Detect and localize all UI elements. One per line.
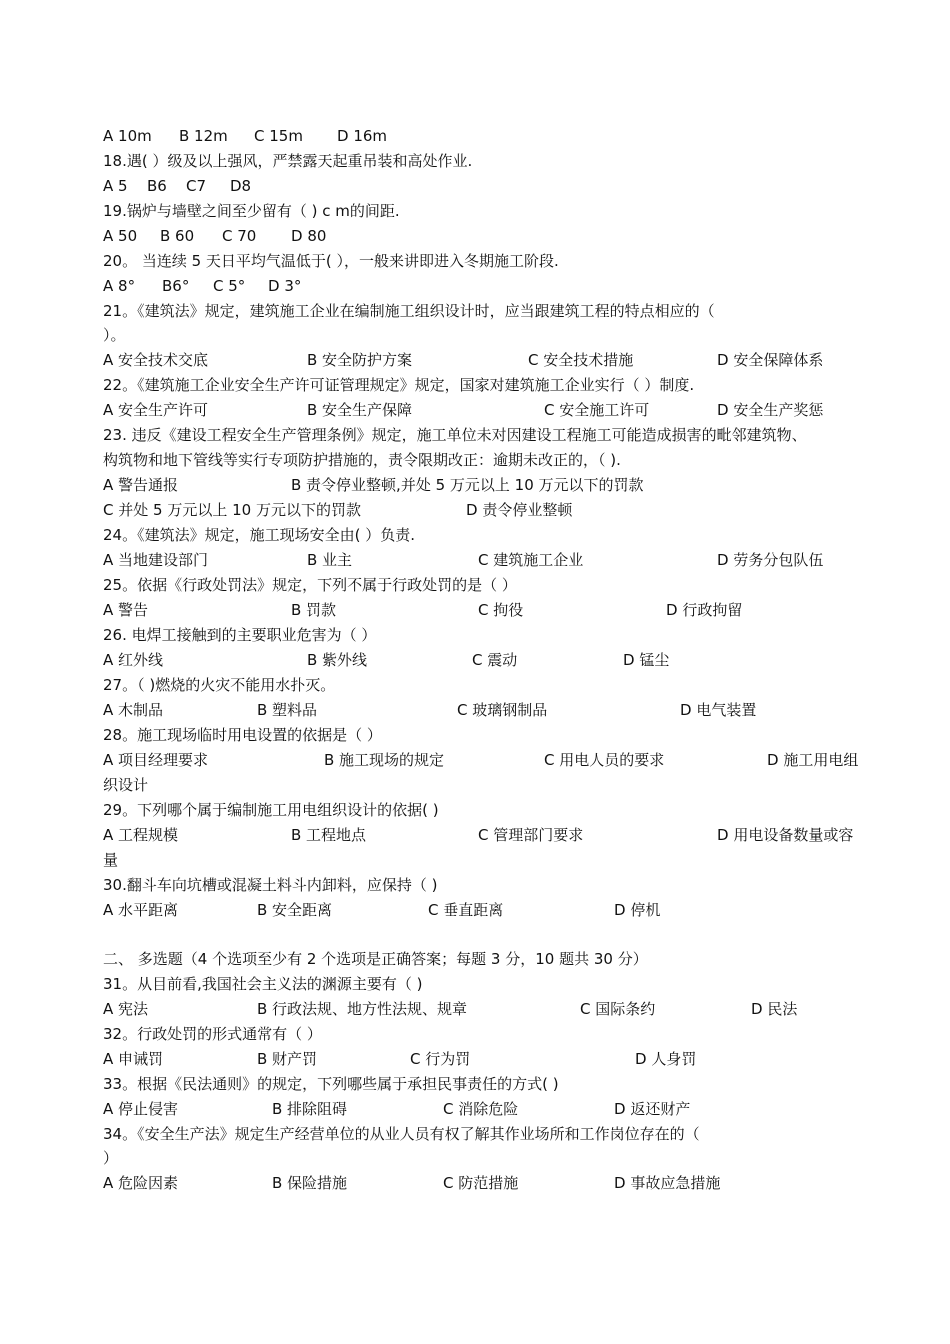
option-c: C 用电人员的要求 (544, 751, 665, 769)
text-line: 22。《建筑施工企业安全生产许可证管理规定》规定，国家对建筑施工企业实行（ ）制度. (103, 376, 695, 394)
option-b: B 紫外线 (307, 651, 368, 669)
text-line: 29。下列哪个属于编制施工用电组织设计的依据( ) (103, 801, 439, 819)
option-c: C 安全技术措施 (528, 351, 634, 369)
option-a: A 红外线 (103, 651, 164, 669)
text-line: 21。《建筑法》规定，建筑施工企业在编制施工组织设计时，应当跟建筑工程的特点相应的（ (103, 302, 715, 320)
option-a: A 10m (103, 127, 152, 145)
option-a: A 5 (103, 177, 128, 195)
text-line: 26. 电焊工接触到的主要职业危害为（ ） (103, 626, 377, 644)
option-b: B 责令停业整顿,并处 5 万元以上 10 万元以下的罚款 (291, 476, 644, 494)
option-c: C 安全施工许可 (544, 401, 650, 419)
option-d: D 民法 (751, 1000, 798, 1018)
option-b: B 60 (160, 227, 195, 245)
text-line: 量 (103, 851, 119, 869)
option-d: D 施工用电组 (767, 751, 859, 769)
option-c: C7 (186, 177, 207, 195)
option-c: C 国际条约 (580, 1000, 656, 1018)
option-a: A 安全技术交底 (103, 351, 209, 369)
option-d: D8 (230, 177, 252, 195)
option-a: A 警告通报 (103, 476, 179, 494)
option-d: D 3° (268, 277, 302, 295)
text-line: 23. 违反《建设工程安全生产管理条例》规定，施工单位未对因建设工程施工可能造成损害的毗邻建筑物、 (103, 426, 807, 444)
option-d: D 锰尘 (623, 651, 670, 669)
text-line: 24。《建筑法》规定，施工现场安全由( ）负责. (103, 526, 415, 544)
option-b: B 安全距离 (257, 901, 333, 919)
option-c: C 5° (213, 277, 246, 295)
option-d: D 人身罚 (635, 1050, 697, 1068)
option-a: A 8° (103, 277, 136, 295)
text-line: 33。根据《民法通则》的规定，下列哪些属于承担民事责任的方式( ) (103, 1075, 559, 1093)
option-d: D 用电设备数量或容 (717, 826, 854, 844)
option-c: C 玻璃钢制品 (457, 701, 548, 719)
option-c: C 70 (222, 227, 257, 245)
text-line: 32。行政处罚的形式通常有（ ） (103, 1025, 322, 1043)
option-b: B 安全防护方案 (307, 351, 413, 369)
text-line: 20。 当连续 5 天日平均气温低于( ），一般来讲即进入冬期施工阶段. (103, 252, 559, 270)
option-d: D 事故应急措施 (614, 1174, 721, 1192)
option-d: D 80 (291, 227, 327, 245)
option-d: D 劳务分包队伍 (717, 551, 824, 569)
option-b: B 塑料品 (257, 701, 318, 719)
option-c: C 15m (254, 127, 303, 145)
option-d: D 行政拘留 (666, 601, 743, 619)
option-b: D 责令停业整顿 (466, 501, 573, 519)
option-b: B 安全生产保障 (307, 401, 413, 419)
option-d: D 电气装置 (680, 701, 757, 719)
option-a: A 宪法 (103, 1000, 149, 1018)
option-a: A 木制品 (103, 701, 164, 719)
option-c: C 管理部门要求 (478, 826, 584, 844)
option-d: D 安全生产奖惩 (717, 401, 824, 419)
text-line: 18.遇( ）级及以上强风，严禁露天起重吊装和高处作业. (103, 152, 473, 170)
option-a: A 申诫罚 (103, 1050, 164, 1068)
option-c: C 拘役 (478, 601, 524, 619)
option-a: A 警告 (103, 601, 149, 619)
option-b: B 12m (179, 127, 228, 145)
option-d: D 停机 (614, 901, 661, 919)
option-c: C 防范措施 (443, 1174, 519, 1192)
text-line: 30.翻斗车向坑槽或混凝土料斗内卸料，应保持（ ) (103, 876, 438, 894)
text-line: ）。 (103, 326, 126, 344)
option-a: A 50 (103, 227, 138, 245)
text-line: 构筑物和地下管线等实行专项防护措施的，责令限期改正：逾期未改正的，（ ). (103, 451, 621, 469)
text-line: 31。从目前看,我国社会主义法的渊源主要有（ ) (103, 975, 423, 993)
option-b: B 排除阻碍 (272, 1100, 348, 1118)
option-d: D 返还财产 (614, 1100, 691, 1118)
option-a: A 危险因素 (103, 1174, 179, 1192)
option-a: C 并处 5 万元以上 10 万元以下的罚款 (103, 501, 361, 519)
option-c: C 震动 (472, 651, 518, 669)
option-a: A 当地建设部门 (103, 551, 209, 569)
text-line: 25。依据《行政处罚法》规定，下列不属于行政处罚的是（ ） (103, 576, 517, 594)
text-line: 34。《安全生产法》规定生产经营单位的从业人员有权了解其作业场所和工作岗位存在的（ (103, 1125, 700, 1143)
option-a: A 项目经理要求 (103, 751, 209, 769)
option-b: B 施工现场的规定 (324, 751, 445, 769)
option-a: A 水平距离 (103, 901, 179, 919)
option-b: B6 (147, 177, 167, 195)
option-a: A 安全生产许可 (103, 401, 209, 419)
option-c: C 行为罚 (410, 1050, 471, 1068)
option-b: B 罚款 (291, 601, 337, 619)
text-line: 二、 多选题（4 个选项至少有 2 个选项是正确答案；每题 3 分，10 题共 30 分） (103, 950, 648, 968)
option-d: D 16m (337, 127, 388, 145)
option-c: C 垂直距离 (428, 901, 504, 919)
text-line: 28。施工现场临时用电设置的依据是（ ） (103, 726, 382, 744)
option-a: A 停止侵害 (103, 1100, 179, 1118)
option-d: D 安全保障体系 (717, 351, 824, 369)
text-line: 27。（ )燃烧的火灾不能用水扑灭。 (103, 676, 336, 694)
text-line: 织设计 (103, 776, 149, 794)
option-b: B 保险措施 (272, 1174, 348, 1192)
option-c: C 建筑施工企业 (478, 551, 584, 569)
text-line: ） (103, 1149, 119, 1167)
text-line: 19.锅炉与墙壁之间至少留有（ ) c m的间距. (103, 202, 400, 220)
option-b: B6° (162, 277, 190, 295)
option-b: B 财产罚 (257, 1050, 318, 1068)
option-b: B 业主 (307, 551, 353, 569)
option-b: B 工程地点 (291, 826, 367, 844)
option-c: C 消除危险 (443, 1100, 519, 1118)
option-a: A 工程规模 (103, 826, 179, 844)
option-b: B 行政法规、地方性法规、规章 (257, 1000, 468, 1018)
